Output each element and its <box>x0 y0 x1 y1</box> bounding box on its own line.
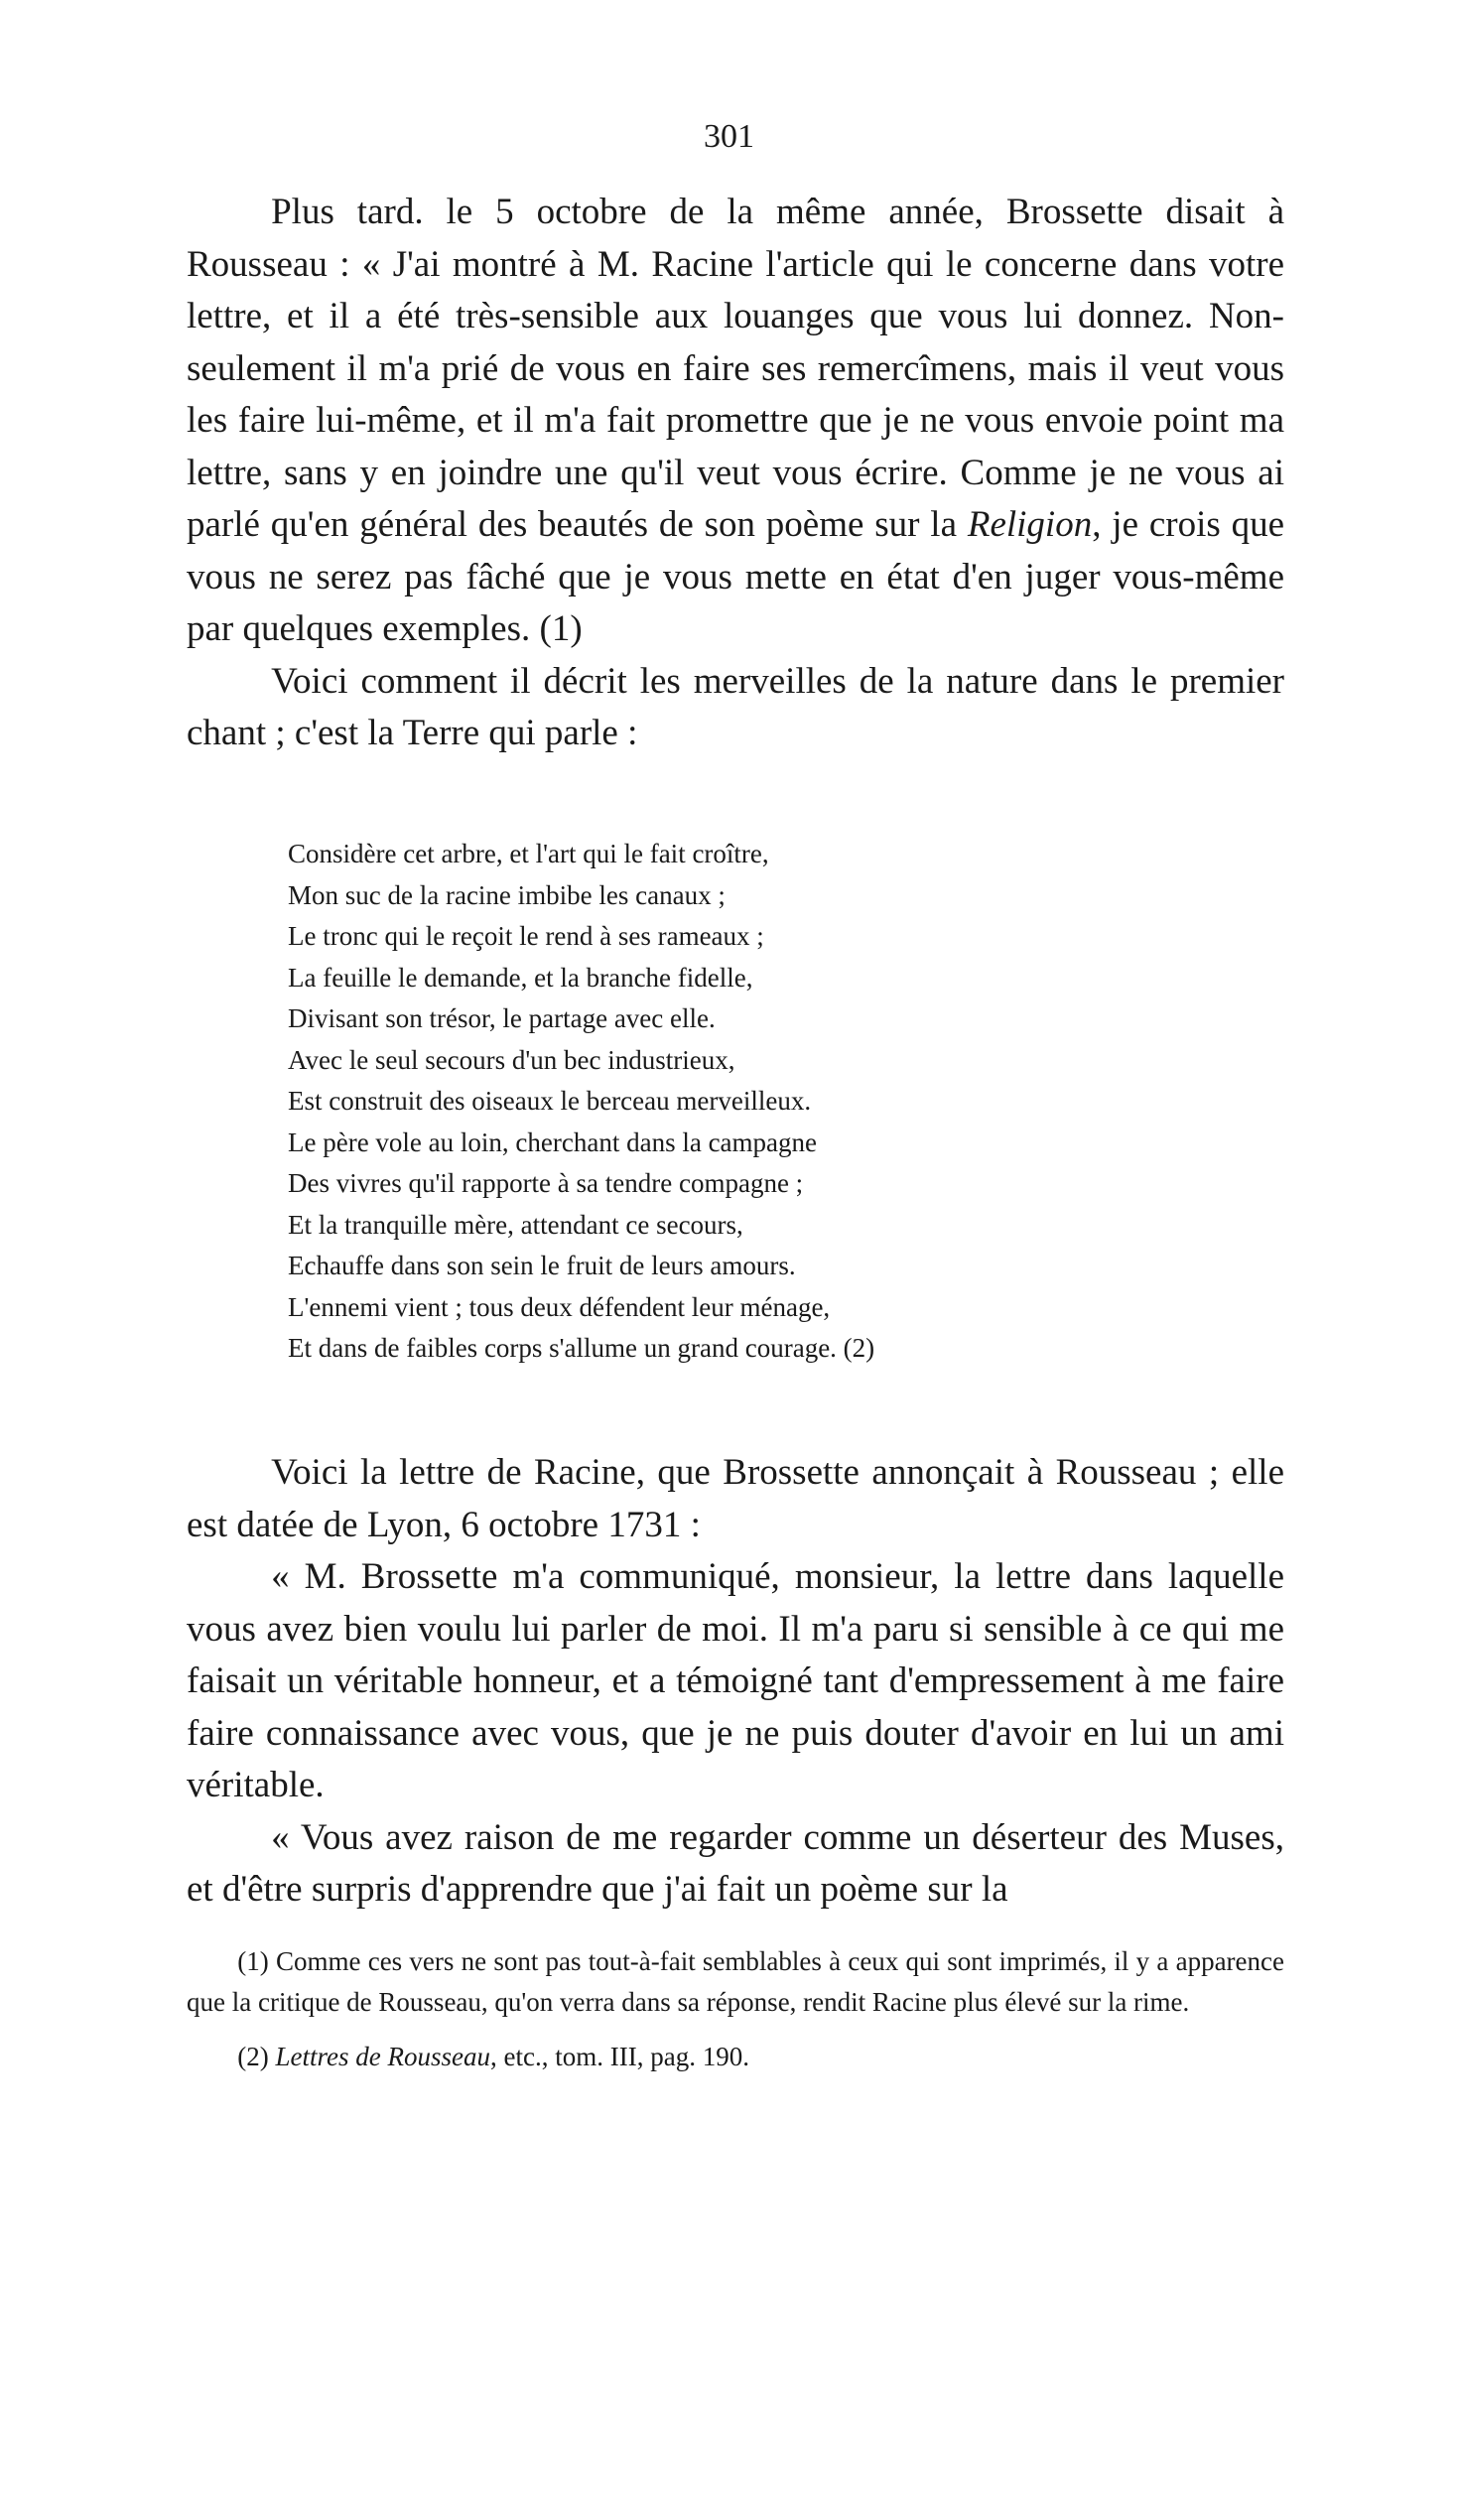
verse-line: Est construit des oiseaux le berceau merveilleux. <box>288 1086 812 1116</box>
footnote-1: (1) Comme ces vers ne sont pas tout-à-fait semblables à ceux qui sont imprimés, il y a apparence que la critique de Rousseau, qu'on verra dans sa réponse, rendit Racine plus élevé sur la rime. <box>187 1946 1284 2017</box>
paragraph-racine-letter-1: « M. Brossette m'a communiqué, monsieur, la lettre dans laquelle vous avez bien voulu lui parler de moi. Il m'a paru si sensible à ce qui me faisait un véritable honneur, et a témoigné tant d'empressement à me faire faire connaissance avec vous, que je ne puis douter d'avoir en lui un ami véritable. <box>187 1556 1284 1805</box>
poem-title-religion: Religion <box>967 504 1093 545</box>
body-text-lower <box>187 1447 1284 1917</box>
verse-line: L'ennemi vient ; tous deux défendent leur ménage, <box>288 1291 831 1322</box>
paragraph-text: , je crois que vous ne serez pas fâché que je vous mette en état d'en juger vous-même par quelques exemples. (1) <box>187 504 1285 649</box>
verse-line: Le tronc qui le reçoit le rend à ses rameaux ; <box>288 921 764 951</box>
footnote-work-title: Lettres de Rousseau <box>275 2042 491 2071</box>
verse-line: Divisant son trésor, le partage avec elle. <box>288 1003 716 1033</box>
footnote-text: , etc., tom. III, pag. 190. <box>490 2042 749 2071</box>
paragraph-racine-letter-2: « Vous avez raison de me regarder comme un déserteur des Muses, et d'être surpris d'apprendre que j'ai fait un poème sur la <box>187 1816 1284 1910</box>
verse-quotation <box>288 834 1181 1370</box>
verse-line: Mon suc de la racine imbibe les canaux ; <box>288 879 726 910</box>
verse-line: Et dans de faibles corps s'allume un grand courage. (2) <box>288 1333 875 1363</box>
paragraph-brossette-letter <box>187 187 1284 656</box>
verse-line: Des vivres qu'il rapporte à sa tendre compagne ; <box>288 1168 804 1198</box>
footnotes <box>187 1941 1284 2077</box>
footnote-2 <box>187 2037 1284 2077</box>
paragraph-racine-letter-intro: Voici la lettre de Racine, que Brossette annonçait à Rousseau ; elle est datée de Lyon, 6 octobre 1731 : <box>187 1452 1284 1545</box>
verse-line: Echauffe dans son sein le fruit de leurs amours. <box>288 1251 796 1280</box>
page-number: 301 <box>704 118 754 155</box>
verse-line: Considère cet arbre, et l'art qui le fait croître, <box>288 839 769 868</box>
verse-line: La feuille le demande, et la branche fidelle, <box>288 962 753 993</box>
verse-line: Le père vole au loin, cherchant dans la campagne <box>288 1127 817 1157</box>
paragraph-text: Plus tard. le 5 octobre de la même année, Brossette disait à Rousseau : « J'ai montré à M. Racine l'article qui le concerne dans votre lettre, et il a été très-sensible aux louanges que vous lui donnez. Non-seulement il m'a prié de vous en faire ses remercîmens, mais il veut vous les faire lui-même, et il m'a fait promettre que je ne vous envoie point ma lettre, sans y en joindre une qu'il veut vous écrire. Comme je ne vous ai parlé qu'en général des beautés de son poème sur la <box>187 192 1284 545</box>
footnote-label: (2) <box>237 2042 276 2071</box>
body-text-upper <box>187 187 1284 760</box>
paragraph-verse-intro: Voici comment il décrit les merveilles de la nature dans le premier chant ; c'est la Terre qui parle : <box>187 660 1284 753</box>
verse-line: Et la tranquille mère, attendant ce secours, <box>288 1209 743 1240</box>
verse-line: Avec le seul secours d'un bec industrieux, <box>288 1044 735 1075</box>
